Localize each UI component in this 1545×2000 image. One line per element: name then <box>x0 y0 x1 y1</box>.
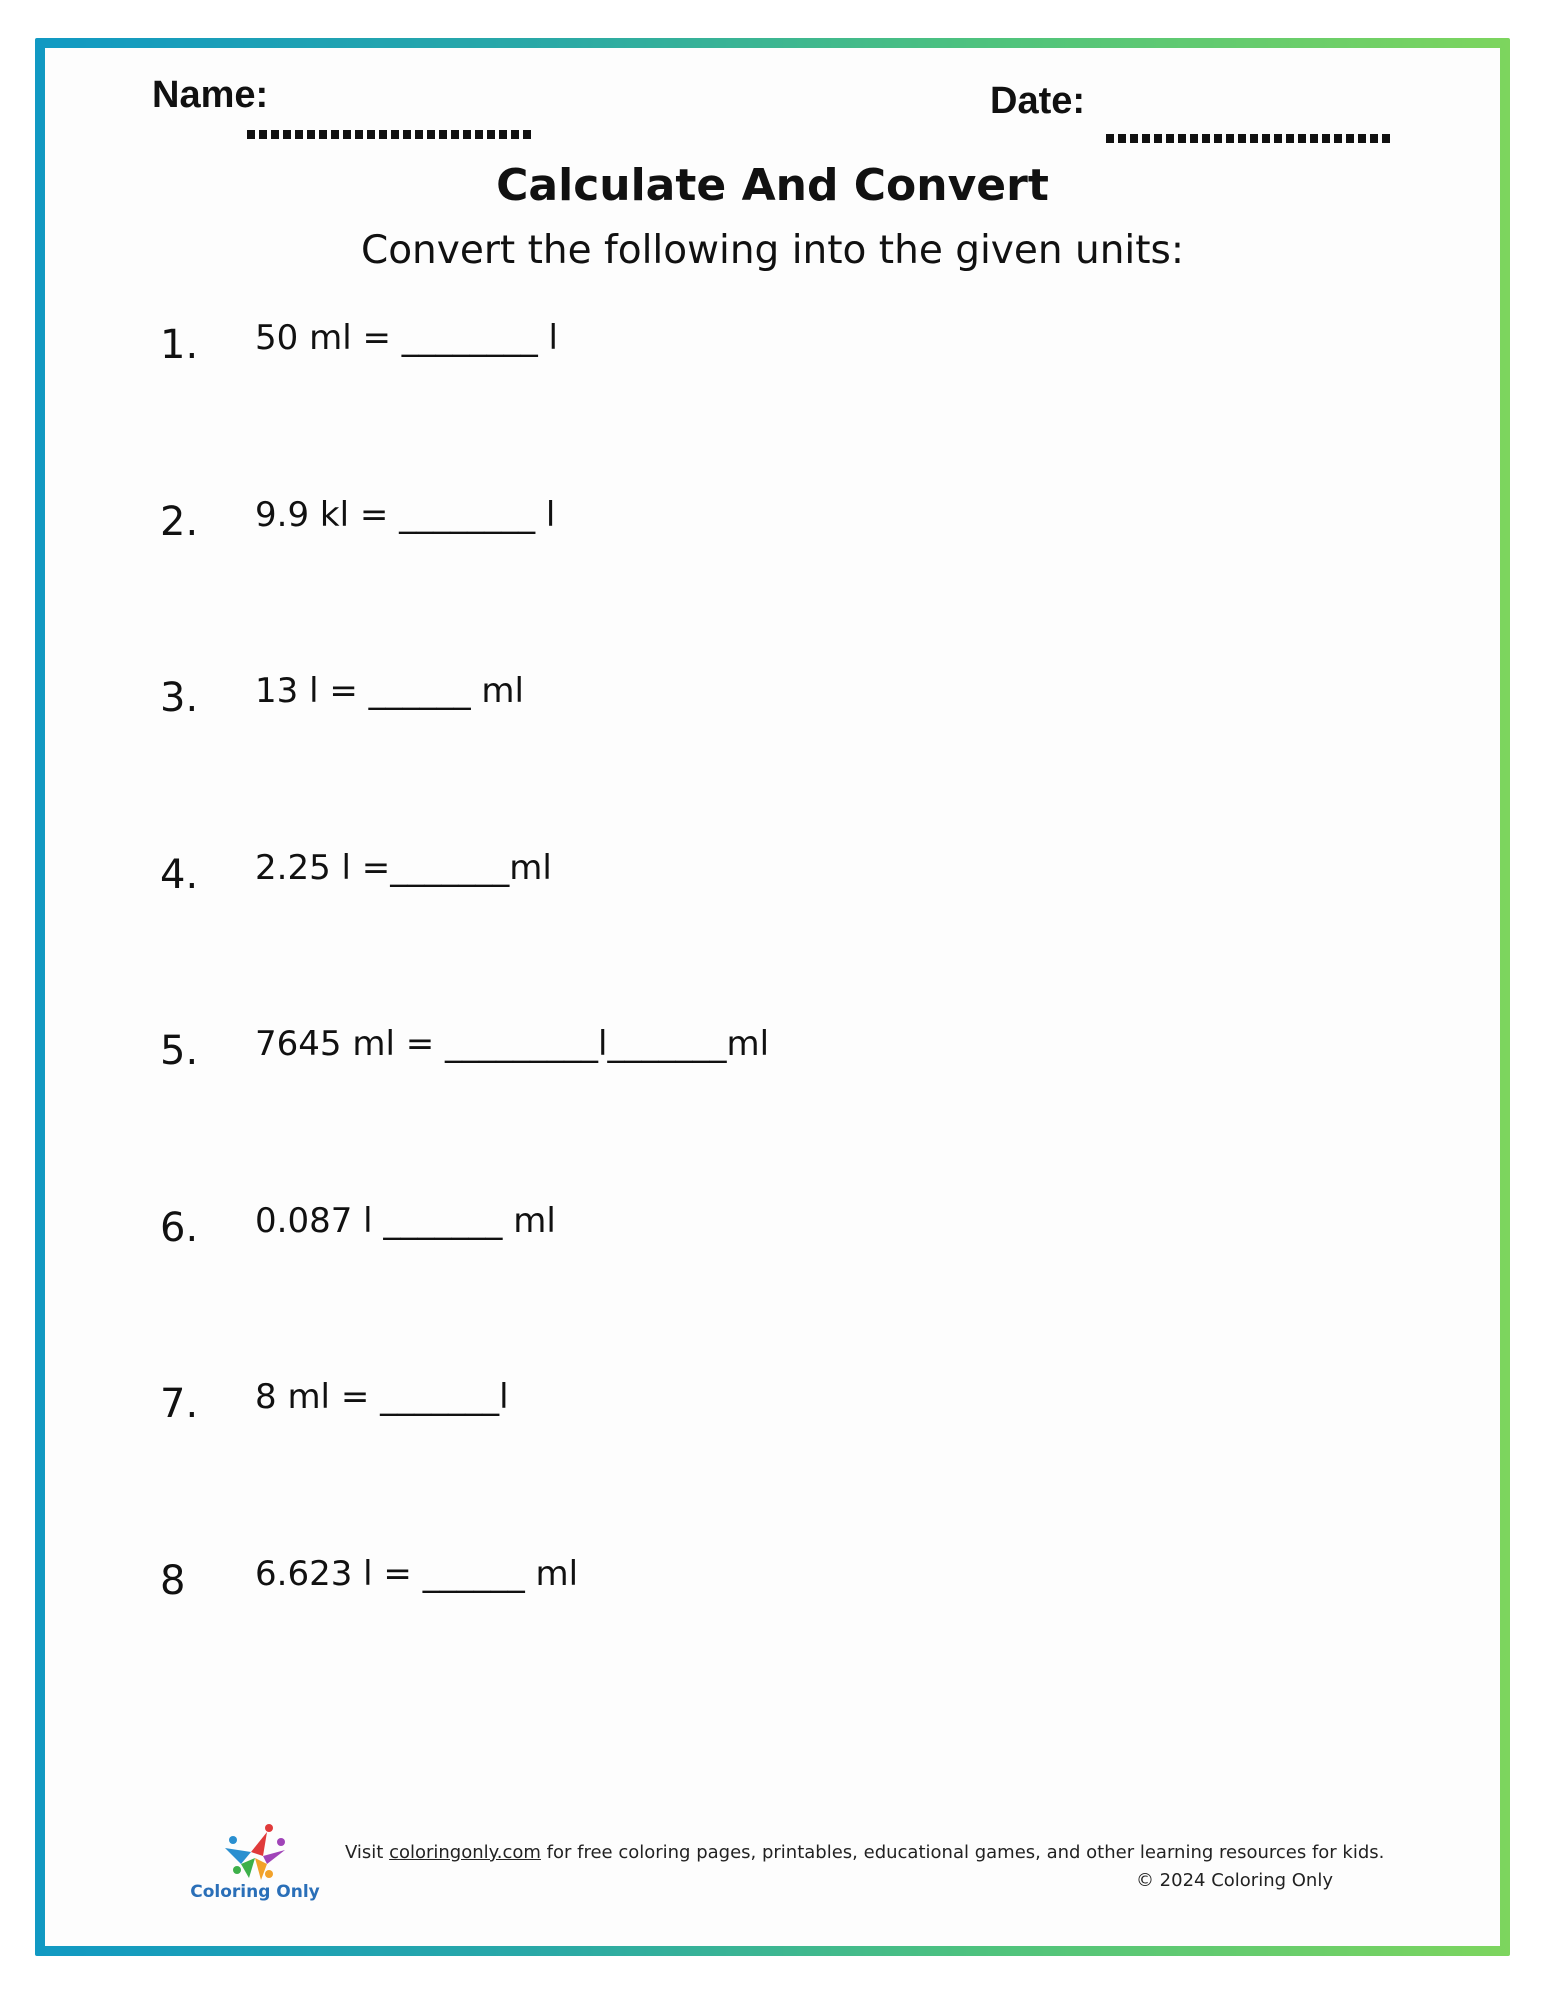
question-item <box>160 495 769 672</box>
question-item <box>160 671 769 848</box>
question-list <box>160 318 769 1730</box>
copyright: © 2024 Coloring Only <box>1135 1870 1333 1891</box>
question-text[interactable]: 6.623 l = ______ ml <box>255 1553 579 1594</box>
question-item <box>160 1201 769 1378</box>
question-text[interactable]: 9.9 kl = ________ l <box>255 494 556 535</box>
name-field[interactable] <box>247 130 532 139</box>
question-item <box>160 1554 769 1731</box>
question-number: 4. <box>160 851 199 898</box>
instructions: Convert the following into the given units: <box>360 228 1185 273</box>
question-text[interactable]: 13 l = ______ ml <box>255 671 524 711</box>
question-number: 3. <box>160 675 199 721</box>
coloringonly-link[interactable]: coloringonly.com <box>389 1842 541 1863</box>
question-text[interactable]: 2.25 l =_______ml <box>255 847 552 888</box>
footer-visit-text <box>345 1842 1384 1863</box>
question-number: 6. <box>160 1204 199 1251</box>
question-text[interactable]: 7645 ml = _________l_______ml <box>255 1024 770 1064</box>
question-item <box>160 318 769 495</box>
question-item <box>160 1377 769 1554</box>
question-number: 7. <box>160 1381 199 1427</box>
visit-suffix: for free coloring pages, printables, educational games, and other learning resources for kids. <box>540 1842 1385 1863</box>
star-people-icon <box>190 1820 320 1884</box>
visit-prefix: Visit <box>345 1842 390 1863</box>
question-number: 2. <box>160 498 199 545</box>
logo-text: Coloring Only <box>190 1882 320 1902</box>
question-number: 5. <box>160 1028 199 1074</box>
coloring-only-logo[interactable] <box>190 1820 320 1910</box>
date-field[interactable] <box>1106 134 1391 143</box>
question-item <box>160 848 769 1025</box>
question-text[interactable]: 50 ml = ________ l <box>255 318 558 358</box>
question-item <box>160 1024 769 1201</box>
page-title: Calculate And Convert <box>496 160 1049 211</box>
question-number: 8 <box>160 1557 186 1604</box>
name-label: Name: <box>152 74 269 116</box>
date-label: Date: <box>990 80 1086 122</box>
question-text[interactable]: 8 ml = _______l <box>255 1377 509 1417</box>
question-text[interactable]: 0.087 l _______ ml <box>255 1200 556 1241</box>
question-number: 1. <box>160 322 199 368</box>
